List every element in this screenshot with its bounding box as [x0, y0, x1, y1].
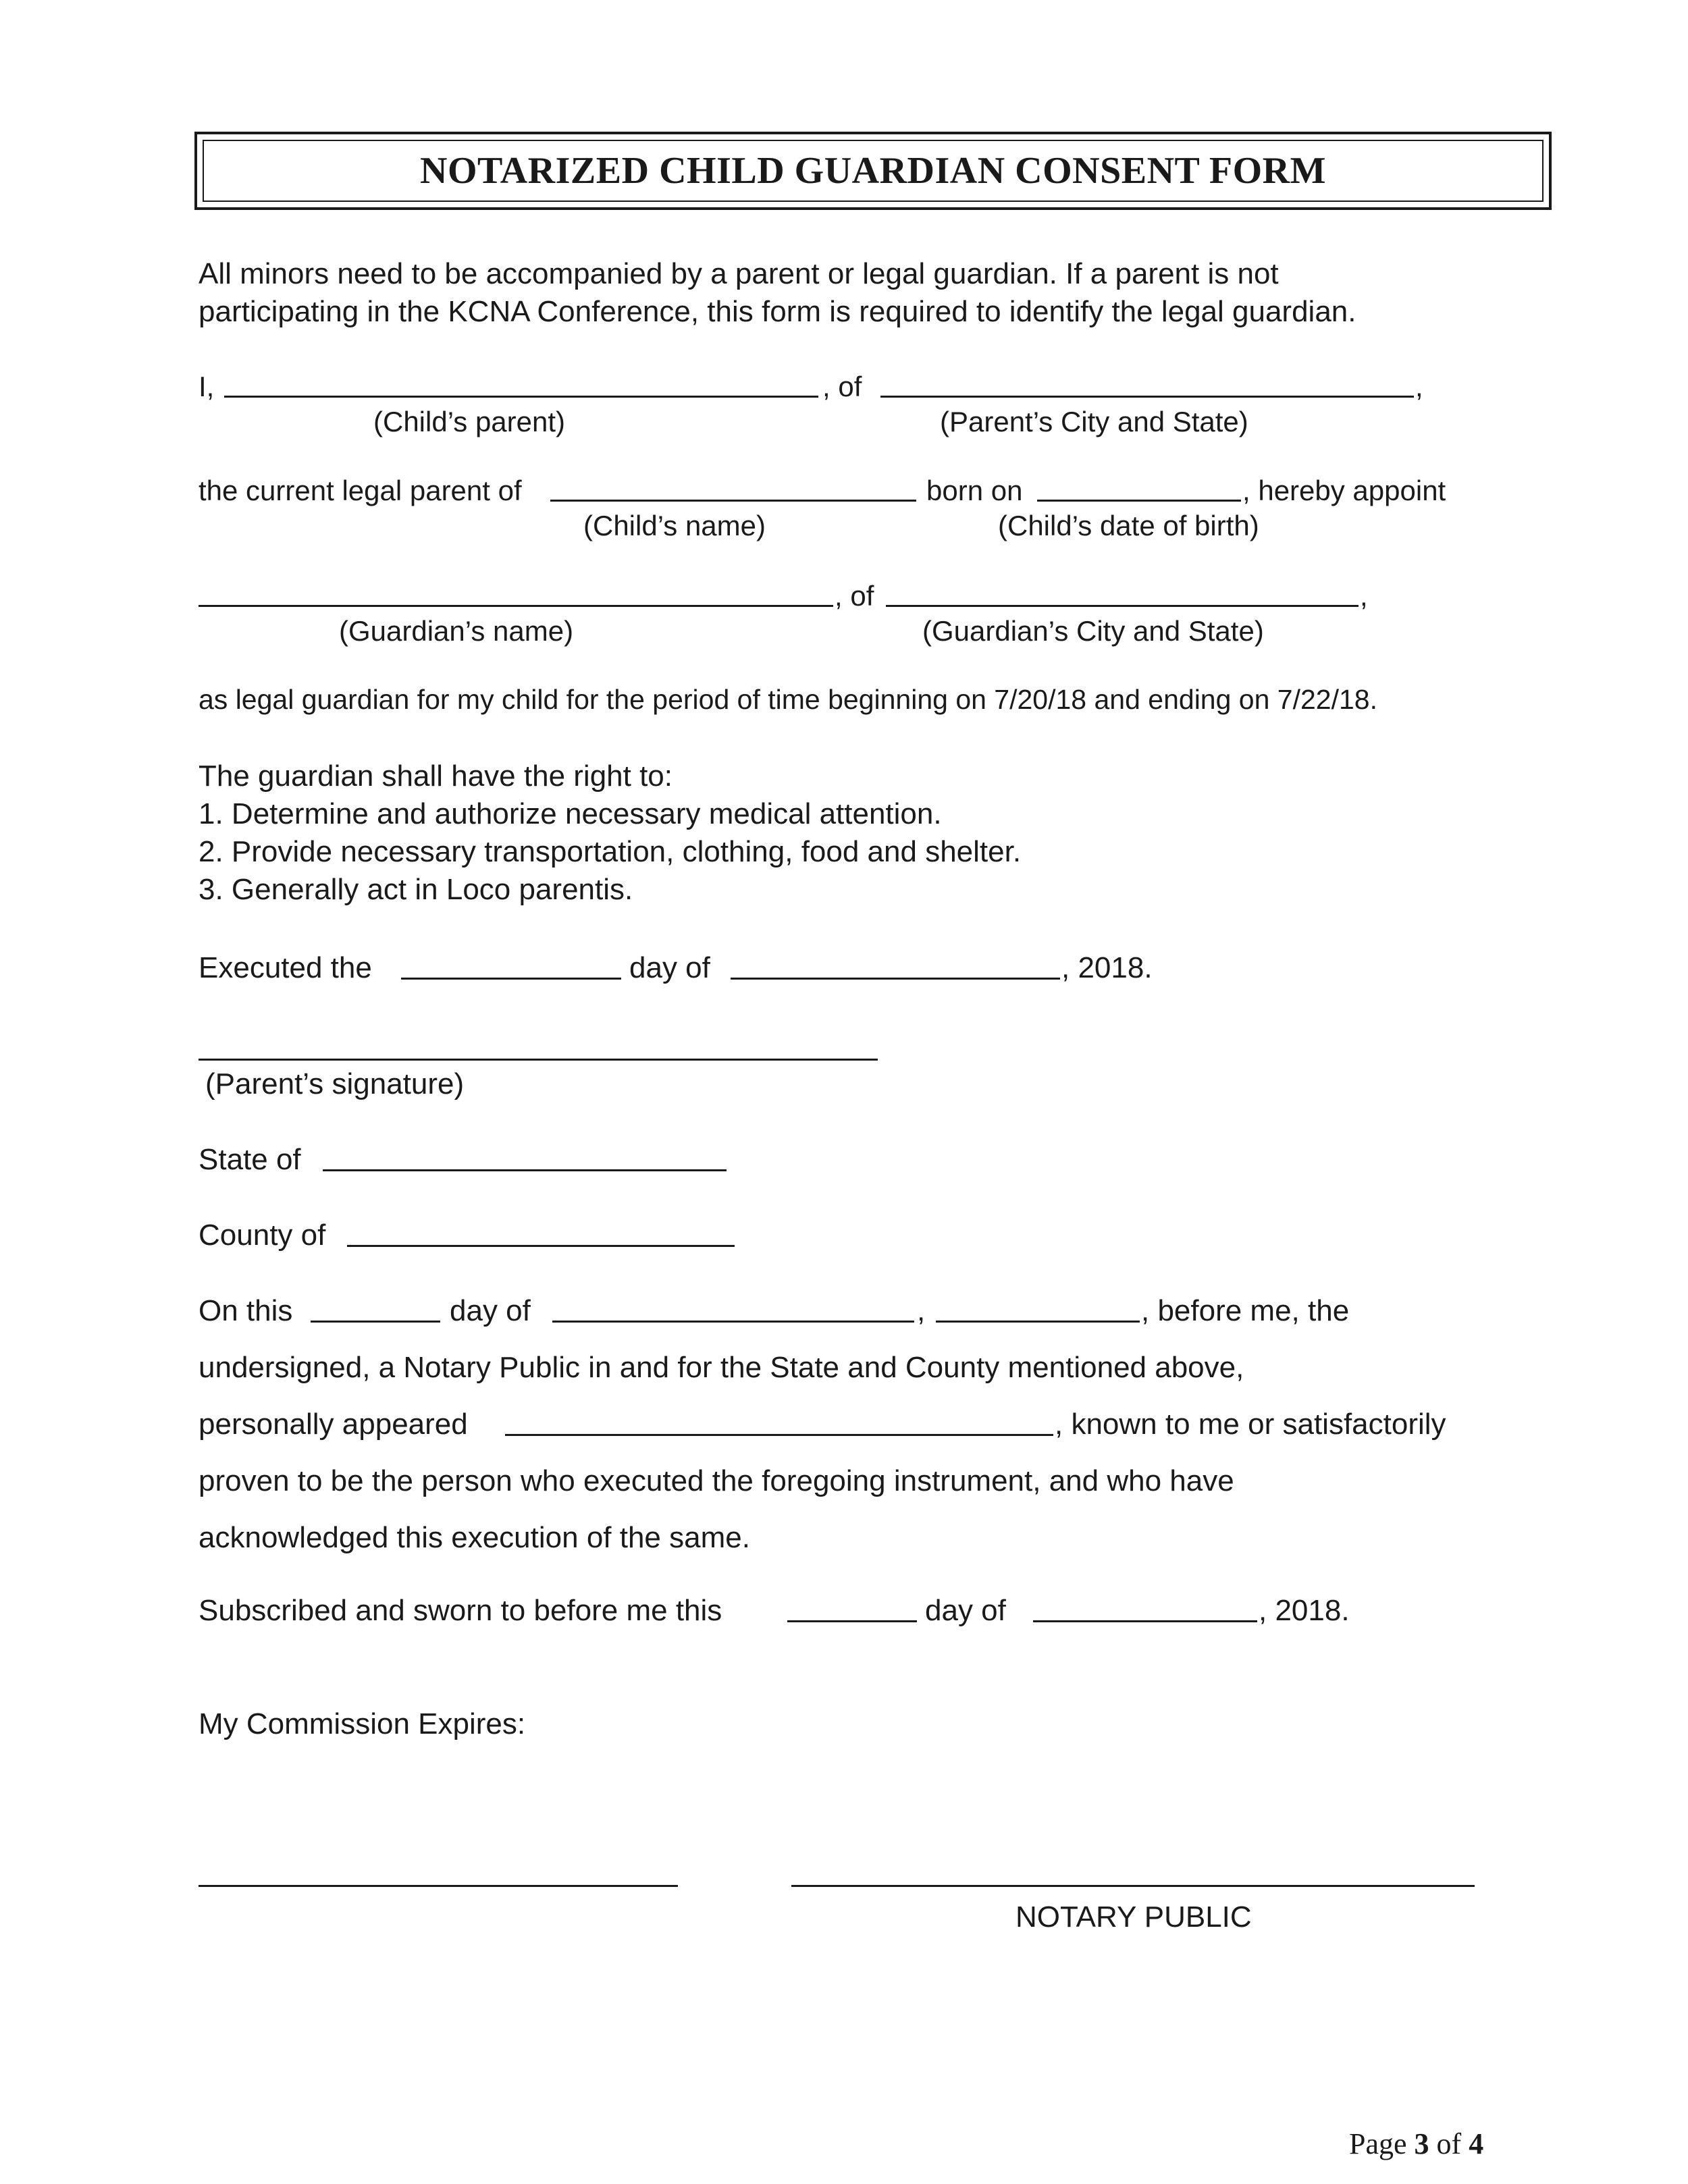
child-row-prefix: the current legal parent of [199, 475, 522, 506]
caption-guardians-name: (Guardian’s name) [339, 615, 574, 647]
parent-signature-field[interactable] [199, 1059, 878, 1061]
intro-line-2: participating in the KCNA Conference, this form is required to identify the legal guardian. [199, 295, 1356, 328]
title-box [194, 132, 1552, 210]
childs-dob-field[interactable] [1037, 500, 1241, 502]
page-current: 3 [1414, 2127, 1429, 2160]
county-field[interactable] [347, 1245, 735, 1247]
title-inner-border [203, 140, 1544, 202]
caption-childs-name: (Child’s name) [583, 510, 766, 541]
notary-public-label: NOTARY PUBLIC [1016, 1900, 1252, 1934]
page-number [1349, 2127, 1483, 2161]
notary-appeared: personally appeared [199, 1408, 468, 1441]
sworn-year: , 2018. [1259, 1594, 1350, 1627]
sworn-month-field[interactable] [1033, 1620, 1257, 1622]
guardian-period-text: as legal guardian for my child for the period of time beginning on 7/20/18 and ending on 7/22/18. [199, 684, 1377, 715]
notary-year-field[interactable] [936, 1321, 1140, 1323]
rights-item-1: 1. Determine and authorize necessary medical attention. [199, 797, 942, 830]
caption-parent-signature: (Parent’s signature) [205, 1067, 465, 1100]
state-label: State of [199, 1143, 301, 1176]
sworn-day-field[interactable] [787, 1620, 917, 1622]
childs-parent-field[interactable] [224, 396, 818, 398]
guardian-row-comma: , [1360, 580, 1368, 612]
page-word: Page [1349, 2127, 1407, 2160]
guardian-row-of: , of [835, 580, 874, 612]
sworn-day-of: day of [925, 1594, 1006, 1627]
county-label: County of [199, 1219, 326, 1252]
executed-prefix: Executed the [199, 951, 372, 984]
notary-known: , known to me or satisfactorily [1055, 1408, 1446, 1441]
notary-month-field[interactable] [552, 1321, 914, 1323]
notary-day-of: day of [450, 1294, 531, 1327]
notary-before-me: , before me, the [1141, 1294, 1350, 1327]
notary-signature-field[interactable] [791, 1885, 1475, 1887]
child-row-born-on: born on [926, 475, 1023, 506]
notary-appeared-name-field[interactable] [505, 1434, 1053, 1436]
page-of-word: of [1436, 2127, 1462, 2160]
notary-line-2: undersigned, a Notary Public in and for the State and County mentioned above, [199, 1351, 1244, 1384]
notary-line-4: proven to be the person who executed the foregoing instrument, and who have [199, 1464, 1234, 1497]
parent-row-of: , of [822, 371, 862, 402]
sworn-prefix: Subscribed and sworn to before me this [199, 1594, 722, 1627]
caption-childs-parent: (Child’s parent) [373, 406, 566, 437]
rights-item-3: 3. Generally act in Loco parentis. [199, 873, 633, 906]
parent-row-prefix: I, [199, 371, 215, 402]
intro-line-1: All minors need to be accompanied by a parent or legal guardian. If a parent is not [199, 257, 1279, 290]
notary-day-field[interactable] [311, 1321, 440, 1323]
caption-childs-dob: (Child’s date of birth) [998, 510, 1259, 541]
commission-expiry-field[interactable] [199, 1885, 678, 1887]
page-total: 4 [1469, 2127, 1484, 2160]
executed-day-of: day of [629, 951, 710, 984]
childs-name-field[interactable] [550, 500, 916, 502]
parents-city-state-field[interactable] [880, 396, 1414, 398]
notary-on-this: On this [199, 1294, 293, 1327]
rights-heading: The guardian shall have the right to: [199, 760, 673, 793]
parent-row-comma: , [1415, 371, 1423, 402]
executed-month-field[interactable] [731, 978, 1060, 980]
caption-parents-city-state: (Parent’s City and State) [940, 406, 1248, 437]
executed-day-field[interactable] [401, 978, 621, 980]
commission-label: My Commission Expires: [199, 1707, 526, 1740]
state-field[interactable] [323, 1169, 727, 1171]
notary-line-5: acknowledged this execution of the same. [199, 1521, 750, 1554]
form-title: NOTARIZED CHILD GUARDIAN CONSENT FORM [420, 150, 1326, 192]
executed-year: , 2018. [1061, 951, 1153, 984]
rights-item-2: 2. Provide necessary transportation, clothing, food and shelter. [199, 835, 1022, 868]
caption-guardians-city-state: (Guardian’s City and State) [922, 615, 1264, 647]
child-row-hereby-appoint: , hereby appoint [1242, 475, 1446, 506]
guardians-city-state-field[interactable] [886, 605, 1359, 607]
notary-comma: , [917, 1294, 926, 1327]
guardians-name-field[interactable] [199, 605, 833, 607]
